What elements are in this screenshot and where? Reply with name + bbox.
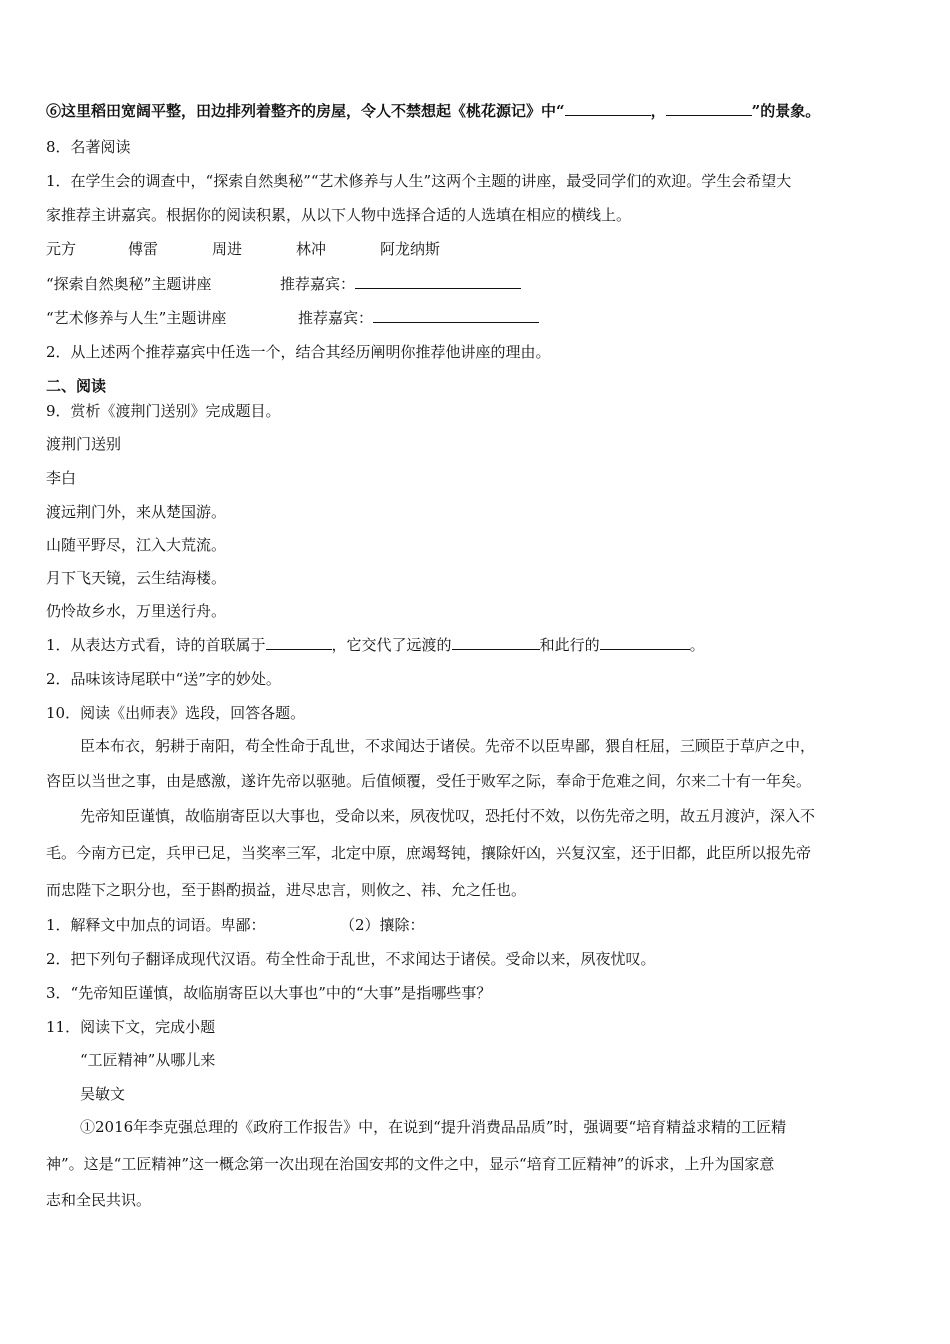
poem-title: 渡荆门送别 bbox=[46, 435, 122, 453]
candidate: 元方 bbox=[46, 240, 77, 258]
q7-item6-line: ⑥这里稻田宽阔平整，田边排列着整齐的房屋，令人不禁想起《桃花源记》中“ ， ”的景象。 bbox=[46, 102, 821, 120]
q8-p2: 2．从上述两个推荐嘉宾中任选一个，结合其经历阐明你推荐他讲座的理由。 bbox=[46, 343, 551, 361]
q10-para2-line3: 而忠陛下之职分也，至于斟酌损益，进尽忠言，则攸之、祎、允之任也。 bbox=[46, 881, 527, 899]
blank-line bbox=[452, 635, 540, 650]
blank-line bbox=[666, 101, 752, 116]
blank-line bbox=[565, 101, 651, 116]
q10-q1: 1．解释文中加点的词语。卑鄙： （2）攘除： bbox=[46, 916, 425, 934]
poem-line: 仍怜故乡水，万里送行舟。 bbox=[46, 602, 227, 620]
blank-line bbox=[373, 308, 539, 323]
q10-para1-line1: 臣本布衣，躬耕于南阳，苟全性命于乱世，不求闻达于诸侯。先帝不以臣卑鄙，猥自枉屈，三顾臣于草庐之中， bbox=[80, 737, 816, 755]
q11-para1-line1: ①2016年李克强总理的《政府工作报告》中，在说到“提升消费品品质”时，强调要“培育精益求精的工匠精 bbox=[80, 1118, 787, 1136]
q11-para1-line2: 神”。这是“工匠精神”这一概念第一次出现在治国安邦的文件之中，显示“培育工匠精神”的诉求，上升为国家意 bbox=[46, 1155, 775, 1173]
q10-para1-line2: 咨臣以当世之事，由是感激，遂许先帝以驱驰。后值倾覆，受任于败军之际，奉命于危难之间，尔来二十有一年矣。 bbox=[46, 772, 812, 790]
candidate: 林冲 bbox=[296, 240, 327, 258]
q9-q1: 1．从表达方式看，诗的首联属于 ，它交代了远渡的 和此行的 。 bbox=[46, 636, 705, 654]
q8-p1-line1: 1．在学生会的调查中，“探索自然奥秘”“艺术修养与人生”这两个主题的讲座，最受同学们的欢迎。学生会希望大 bbox=[46, 172, 792, 190]
q8-lecture1-line: “探索自然奥秘”主题讲座 推荐嘉宾： bbox=[46, 274, 521, 294]
q9-title: 9．赏析《渡荆门送别》完成题目。 bbox=[46, 402, 281, 420]
poem-line: 渡远荆门外，来从楚国游。 bbox=[46, 503, 227, 521]
q8-lecture2-line: “艺术修养与人生”主题讲座 推荐嘉宾： bbox=[46, 308, 539, 328]
blank-line bbox=[355, 274, 521, 289]
article-author: 吴敏文 bbox=[80, 1085, 126, 1103]
q8-title: 8．名著阅读 bbox=[46, 138, 131, 156]
candidate: 阿龙纳斯 bbox=[380, 240, 441, 258]
blank-line bbox=[600, 635, 690, 650]
q10-q2: 2．把下列句子翻译成现代汉语。苟全性命于乱世，不求闻达于诸侯。受命以来，夙夜忧叹。 bbox=[46, 950, 656, 968]
blank-line bbox=[266, 635, 332, 650]
article-title: “工匠精神”从哪儿来 bbox=[80, 1051, 216, 1069]
q10-para2-line1: 先帝知臣谨慎，故临崩寄臣以大事也，受命以来，夙夜忧叹，恐托付不效，以伤先帝之明，故五月渡泸，深入不 bbox=[80, 807, 816, 825]
q11-para1-line3: 志和全民共识。 bbox=[46, 1191, 152, 1209]
poem-author: 李白 bbox=[46, 469, 77, 487]
q9-q2: 2．品味该诗尾联中“送”字的妙处。 bbox=[46, 670, 281, 688]
candidate: 周进 bbox=[212, 240, 243, 258]
q10-q3: 3．“先帝知臣谨慎，故临崩寄臣以大事也”中的“大事”是指哪些事？ bbox=[46, 984, 492, 1002]
poem-line: 月下飞天镜，云生结海楼。 bbox=[46, 569, 227, 587]
section-heading: 二、阅读 bbox=[46, 377, 107, 395]
candidate: 傅雷 bbox=[128, 240, 159, 258]
poem-line: 山随平野尽，江入大荒流。 bbox=[46, 536, 227, 554]
q8-p1-line2: 家推荐主讲嘉宾。根据你的阅读积累，从以下人物中选择合适的人选填在相应的横线上。 bbox=[46, 206, 632, 224]
q10-para2-line2: 毛。今南方已定，兵甲已足，当奖率三军，北定中原，庶竭驽钝，攘除奸凶，兴复汉室，还于旧都，此臣所以报先帝 bbox=[46, 844, 812, 862]
q10-title: 10．阅读《出师表》选段，回答各题。 bbox=[46, 704, 306, 722]
q11-title: 11．阅读下文，完成小题 bbox=[46, 1018, 216, 1036]
q8-candidates bbox=[46, 239, 440, 259]
